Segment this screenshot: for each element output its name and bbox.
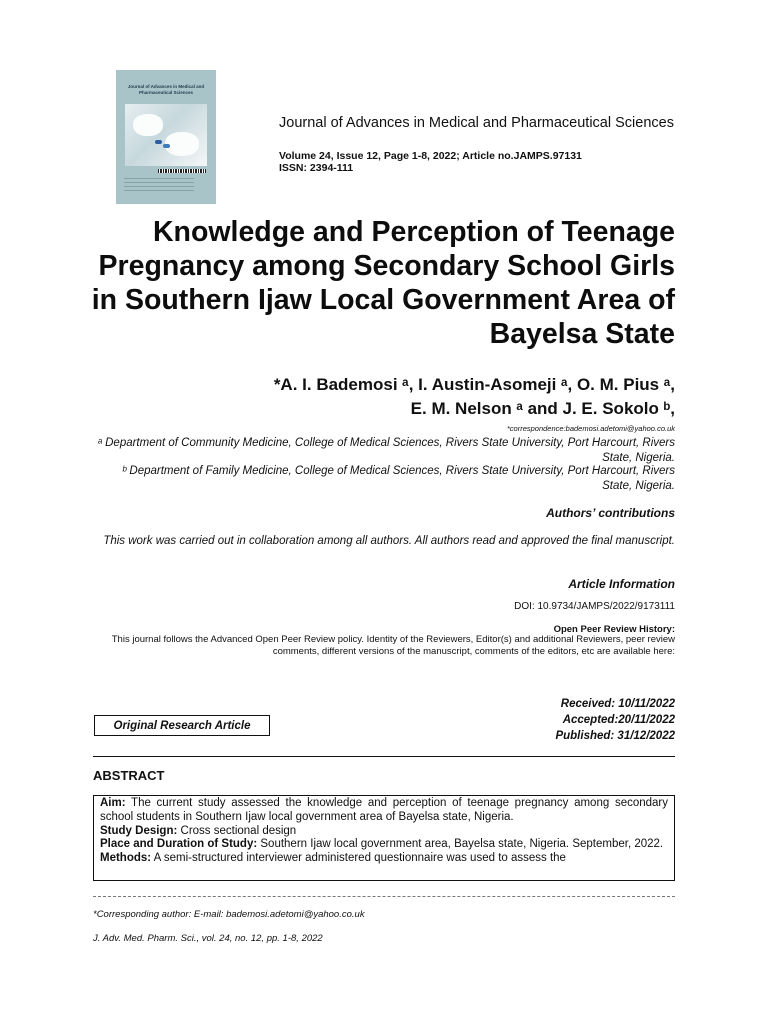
contributions-heading: Authors’ contributions [546, 506, 675, 520]
aim-label: Aim: [100, 797, 126, 809]
cover-photo [125, 104, 207, 166]
date-accepted: Accepted:20/11/2022 [562, 714, 675, 726]
cover-title: Journal of Advances in Medical and Pharmaceutical Sciences [127, 84, 205, 95]
article-title: Knowledge and Perception of Teenage Pregnancy among Secondary School Girls in Southern Ijaw Local Government Area of Bayelsa State [91, 216, 675, 350]
date-published: Published: 31/12/2022 [555, 730, 675, 742]
journal-name: Journal of Advances in Medical and Pharmaceutical Sciences [279, 115, 674, 131]
author-list [150, 373, 675, 421]
doi: DOI: 10.9734/JAMPS/2022/9173111 [514, 601, 675, 612]
journal-issn: ISSN: 2394-111 [279, 162, 354, 174]
methods-label: Methods: [100, 852, 152, 865]
abstract-heading: ABSTRACT [93, 768, 165, 783]
place-label: Place and Duration of Study: [100, 838, 258, 851]
place-text: Southern Ijaw local government area, Bayelsa state, Nigeria. September, 2022. [257, 838, 664, 851]
barcode-icon [158, 169, 206, 173]
date-received: Received: 10/11/2022 [560, 698, 675, 710]
peer-review-text: This journal follows the Advanced Open Peer Review policy. Identity of the Reviewers, Editor(s) and additional Reviewers, peer review comments, different versions of the manuscript, comments of the editors, etc are available here: [111, 634, 675, 657]
methods-text: A semi-structured interviewer administered questionnaire was used to assess the [151, 852, 566, 865]
correspondence-note: *correspondence:bademosi.adetomi@yahoo.co.uk [506, 424, 675, 433]
design-text: Cross sectional design [177, 824, 297, 837]
aim-text: The current study assessed the knowledge and perception of teenage pregnancy among secondary school students in Southern Ijaw local government area of Bayelsa state, Nigeria. [100, 797, 668, 823]
peer-review-heading: Open Peer Review History: [553, 624, 675, 635]
authors-line-2: E. M. Nelson ᵃ and J. E. Sokolo ᵇ, [410, 399, 675, 418]
article-info-heading: Article Information [568, 577, 675, 591]
journal-cover-image [116, 70, 216, 204]
citation-line: J. Adv. Med. Pharm. Sci., vol. 24, no. 12, pp. 1-8, 2022 [93, 933, 323, 944]
contributions-text: This work was carried out in collaboration among all authors. All authors read and approved the final manuscript. [103, 535, 675, 547]
journal-volume: Volume 24, Issue 12, Page 1-8, 2022; Article no.JAMPS.97131 [279, 150, 582, 162]
footnote-divider [93, 896, 675, 897]
design-label: Study Design: [100, 824, 178, 837]
affiliation-b: ᵇ Department of Family Medicine, College of Medical Sciences, Rivers State University, Port Harcourt, Rivers State, Nigeria. [122, 465, 675, 492]
cover-text-lines [124, 178, 194, 192]
abstract-place [100, 838, 668, 852]
abstract-box [93, 795, 675, 881]
article-type-badge: Original Research Article [94, 715, 270, 736]
abstract-methods [100, 852, 668, 866]
authors-line-1: *A. I. Bademosi ᵃ, I. Austin-Asomeji ᵃ, O. M. Pius ᵃ, [273, 375, 675, 394]
article-dates [460, 696, 675, 744]
abstract-aim [100, 797, 668, 825]
divider [93, 756, 675, 757]
corresponding-author-footnote: *Corresponding author: E-mail: bademosi.adetomi@yahoo.co.uk [93, 909, 365, 920]
abstract-design [100, 825, 668, 839]
affiliation-a: ᵃ Department of Community Medicine, College of Medical Sciences, Rivers State University, Port Harcourt, Rivers State, Nigeria. [97, 437, 675, 464]
